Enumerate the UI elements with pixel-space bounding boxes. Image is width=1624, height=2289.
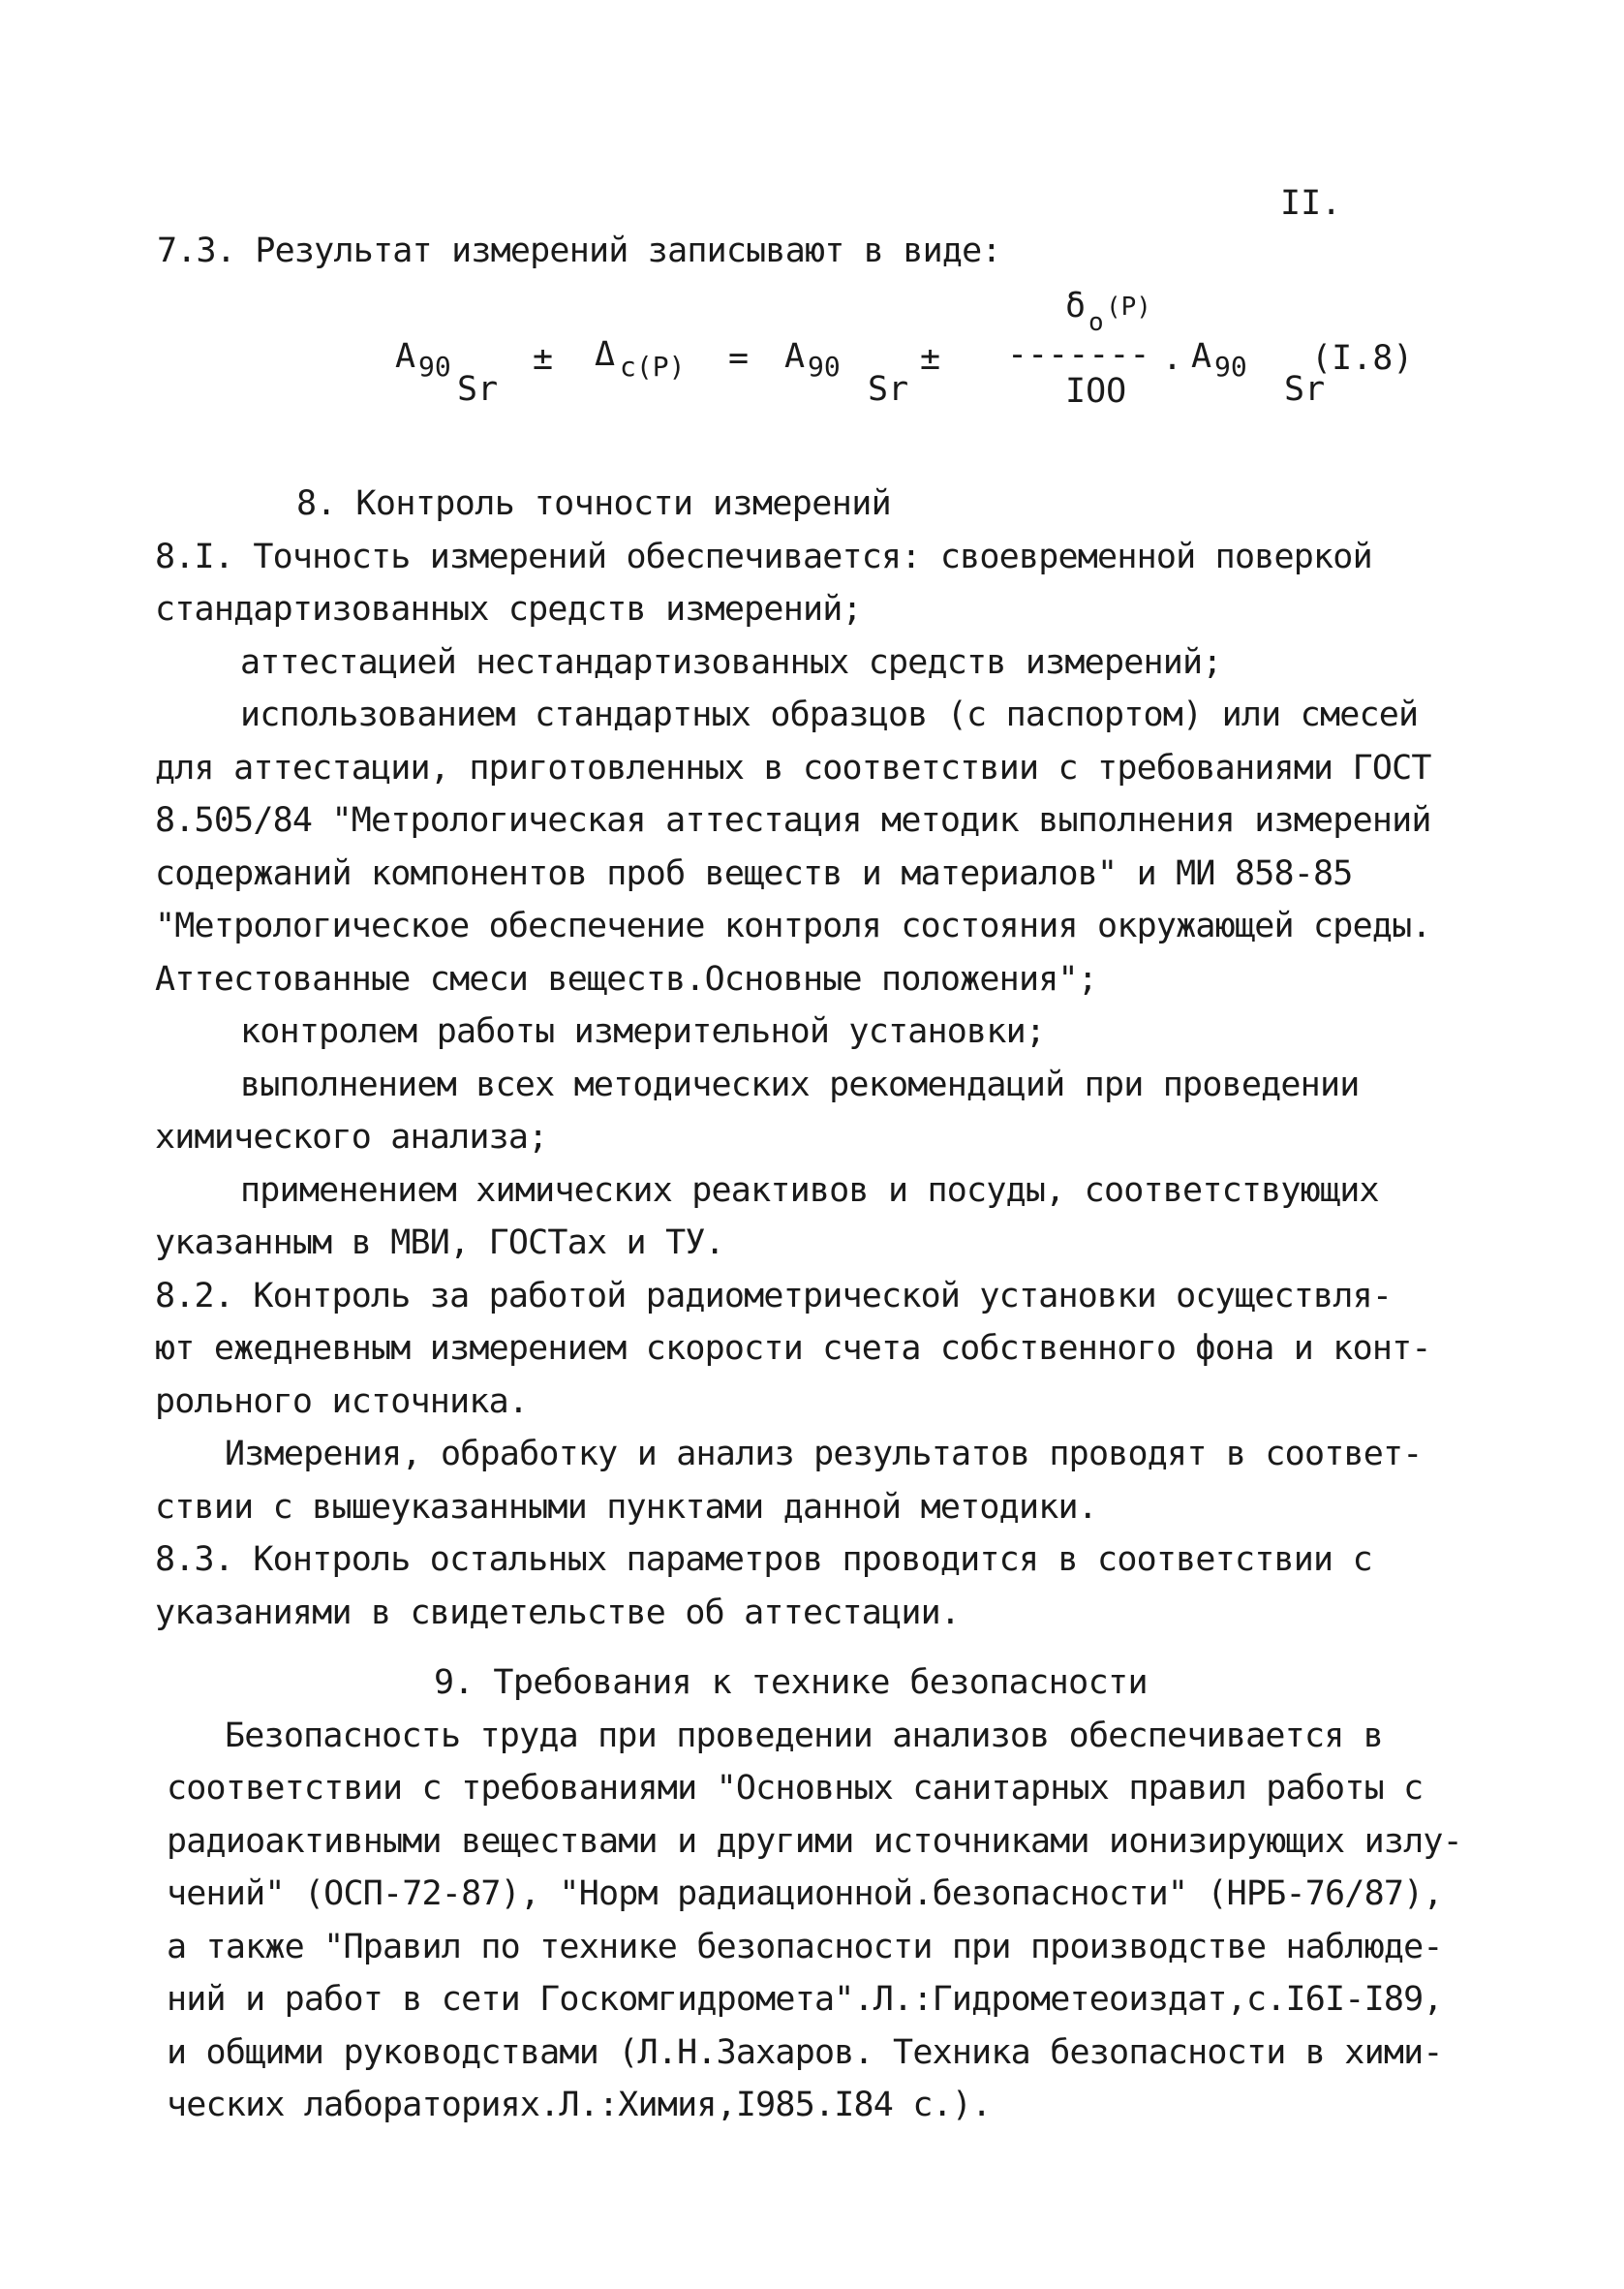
- formula-sub-sr-3: Sr: [1284, 370, 1326, 409]
- section-8-line: 8.505/84 "Метрологическая аттестация методик выполнения измерений: [155, 801, 1431, 840]
- section-8-line: контролем работы измерительной установки;: [240, 1012, 1046, 1051]
- section-8-title: 8. Контроль точности измерений: [296, 484, 892, 523]
- section-8-line: для аттестации, приготовленных в соответствии с требованиями ГОСТ: [155, 749, 1431, 788]
- section-8-line: аттестацией нестандартизованных средств измерений;: [240, 643, 1222, 682]
- formula-num-delta: δ: [1065, 287, 1087, 325]
- formula-sub-sr-1: Sr: [457, 370, 499, 409]
- section-8-line: стандартизованных средств измерений;: [155, 590, 862, 629]
- formula-a-2: A: [784, 337, 806, 376]
- formula-pm-1: ±: [533, 339, 554, 378]
- section-8-line: указаниями в свидетельстве об аттестации.: [155, 1593, 961, 1632]
- section-9-line: чений" (ОСП-72-87), "Норм радиационной.безопасности" (НРБ-76/87),: [167, 1874, 1443, 1913]
- section-8-line: выполнением всех методических рекомендаций при проведении: [240, 1066, 1360, 1104]
- section-8-line: 8.2. Контроль за работой радиометрической установки осуществля-: [155, 1277, 1393, 1315]
- section-8-line: использованием стандартных образцов (с паспортом) или смесей: [240, 696, 1419, 734]
- formula-num-p: (P): [1106, 293, 1151, 322]
- section-9-line: радиоактивными веществами и другими источниками ионизирующих излу-: [167, 1822, 1462, 1861]
- formula-dot: .: [1162, 339, 1183, 378]
- formula-sub-sr-2: Sr: [868, 370, 909, 409]
- section-8-line: ют ежедневным измерением скорости счета собственного фона и конт-: [155, 1329, 1431, 1368]
- formula-equation-number: (I.8): [1311, 339, 1414, 378]
- formula-pm-2: ±: [920, 339, 941, 378]
- formula-a-1: A: [395, 337, 416, 376]
- section-8-line: Аттестованные смеси веществ.Основные положения";: [155, 960, 1098, 999]
- section-8-line: "Метрологическое обеспечение контроля состояния окружающей среды.: [155, 907, 1431, 945]
- formula-sub-90-3: 90: [1214, 351, 1247, 383]
- section-8-line: содержаний компонентов проб веществ и материалов" и МИ 858-85: [155, 854, 1353, 893]
- formula-equals: =: [728, 339, 750, 378]
- section-8-line: химического анализа;: [155, 1118, 548, 1157]
- formula-fraction-bar: -------: [1007, 335, 1150, 374]
- section-9-line: Безопасность труда при проведении анализов обеспечивается в: [225, 1717, 1384, 1755]
- section-8-line: рольного источника.: [155, 1382, 529, 1421]
- section-9-line: и общими руководствами (Л.Н.Захаров. Техника безопасности в хими-: [167, 2033, 1443, 2072]
- section-9-line: ний и работ в сети Госкомгидромета".Л.:Гидрометеоиздат,с.I6I-I89,: [167, 1980, 1443, 2019]
- page-number: II.: [1280, 184, 1342, 223]
- section-8-line: 8.3. Контроль остальных параметров проводится в соответствии с: [155, 1540, 1372, 1579]
- section-8-line: указанным в МВИ, ГОСТах и ТУ.: [155, 1223, 724, 1262]
- section-9-line: ческих лабораториях.Л.:Химия,I985.I84 с.).: [167, 2086, 992, 2124]
- formula-num-o: o: [1088, 308, 1104, 337]
- formula-denominator: IOO: [1065, 372, 1127, 411]
- formula-delta: Δ: [595, 335, 616, 374]
- section-9-title: 9. Требования к технике безопасности: [434, 1663, 1148, 1702]
- formula-a-3: A: [1191, 337, 1212, 376]
- section-8-line: Измерения, обработку и анализ результатов проводят в соответ-: [225, 1435, 1423, 1473]
- formula-sub-90-2: 90: [808, 351, 841, 383]
- section-8-line: ствии с вышеуказанными пунктами данной методики.: [155, 1488, 1098, 1527]
- section-8-line: применением химических реактивов и посуды, соответствующих: [240, 1171, 1379, 1210]
- section-9-line: а также "Правил по технике безопасности при производстве наблюде-: [167, 1928, 1443, 1966]
- formula-sub-cp: c(P): [620, 351, 686, 383]
- section-9-line: соответствии с требованиями "Основных санитарных правил работы с: [167, 1769, 1424, 1808]
- section-7-3-text: 7.3. Результат измерений записывают в виде:: [157, 232, 1001, 270]
- section-8-line: 8.I. Точность измерений обеспечивается: своевременной поверкой: [155, 538, 1372, 576]
- formula-sub-90-1: 90: [418, 351, 451, 383]
